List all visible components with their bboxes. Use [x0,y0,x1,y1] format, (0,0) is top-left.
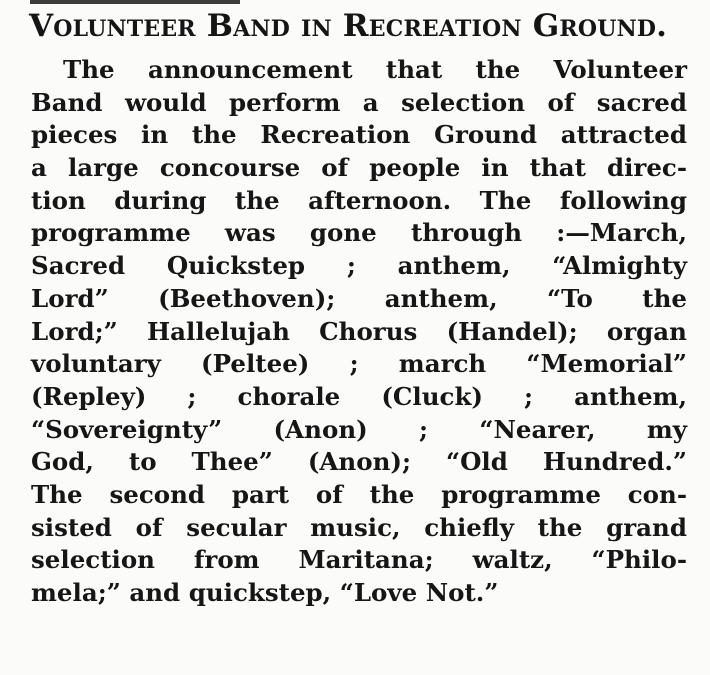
article-line: Lord;” Hallelujah Chorus (Handel); organ [31,316,687,346]
article-line: “Sovereignty” (Anon) ; “Nearer, my [31,414,687,444]
column-rule [30,0,240,4]
article-line: God, to Thee” (Anon); “Old Hundred.” [31,447,687,477]
article-line: tion during the afternoon. The following [31,185,687,215]
article-line: (Repley) ; chorale (Cluck) ; anthem, [31,381,687,411]
article-line: Sacred Quickstep ; anthem, “Almighty [31,251,687,281]
article-line: voluntary (Peltee) ; march “Memorial” [31,349,687,379]
article-line: Lord” (Beethoven); anthem, “To the [31,283,687,313]
article-line: Band would perform a selection of sacred [31,87,687,117]
headline: Volunteer Band in Recreation Ground. [29,8,668,44]
article-line: mela;” and quickstep, “Love Not.” [31,578,499,607]
article-line: The second part of the programme con- [31,479,687,509]
article-line: The announcement that the Volunteer [63,55,687,84]
article-body [31,54,687,610]
article-line: pieces in the Recreation Ground attracted [31,120,687,150]
article-line: programme was gone through :—March, [31,218,687,248]
article-line: selection from Maritana; waltz, “Philo- [31,545,687,575]
article-line: a large concourse of people in that direc- [31,153,687,183]
article-line: sisted of secular music, chiefly the grand [31,512,687,542]
